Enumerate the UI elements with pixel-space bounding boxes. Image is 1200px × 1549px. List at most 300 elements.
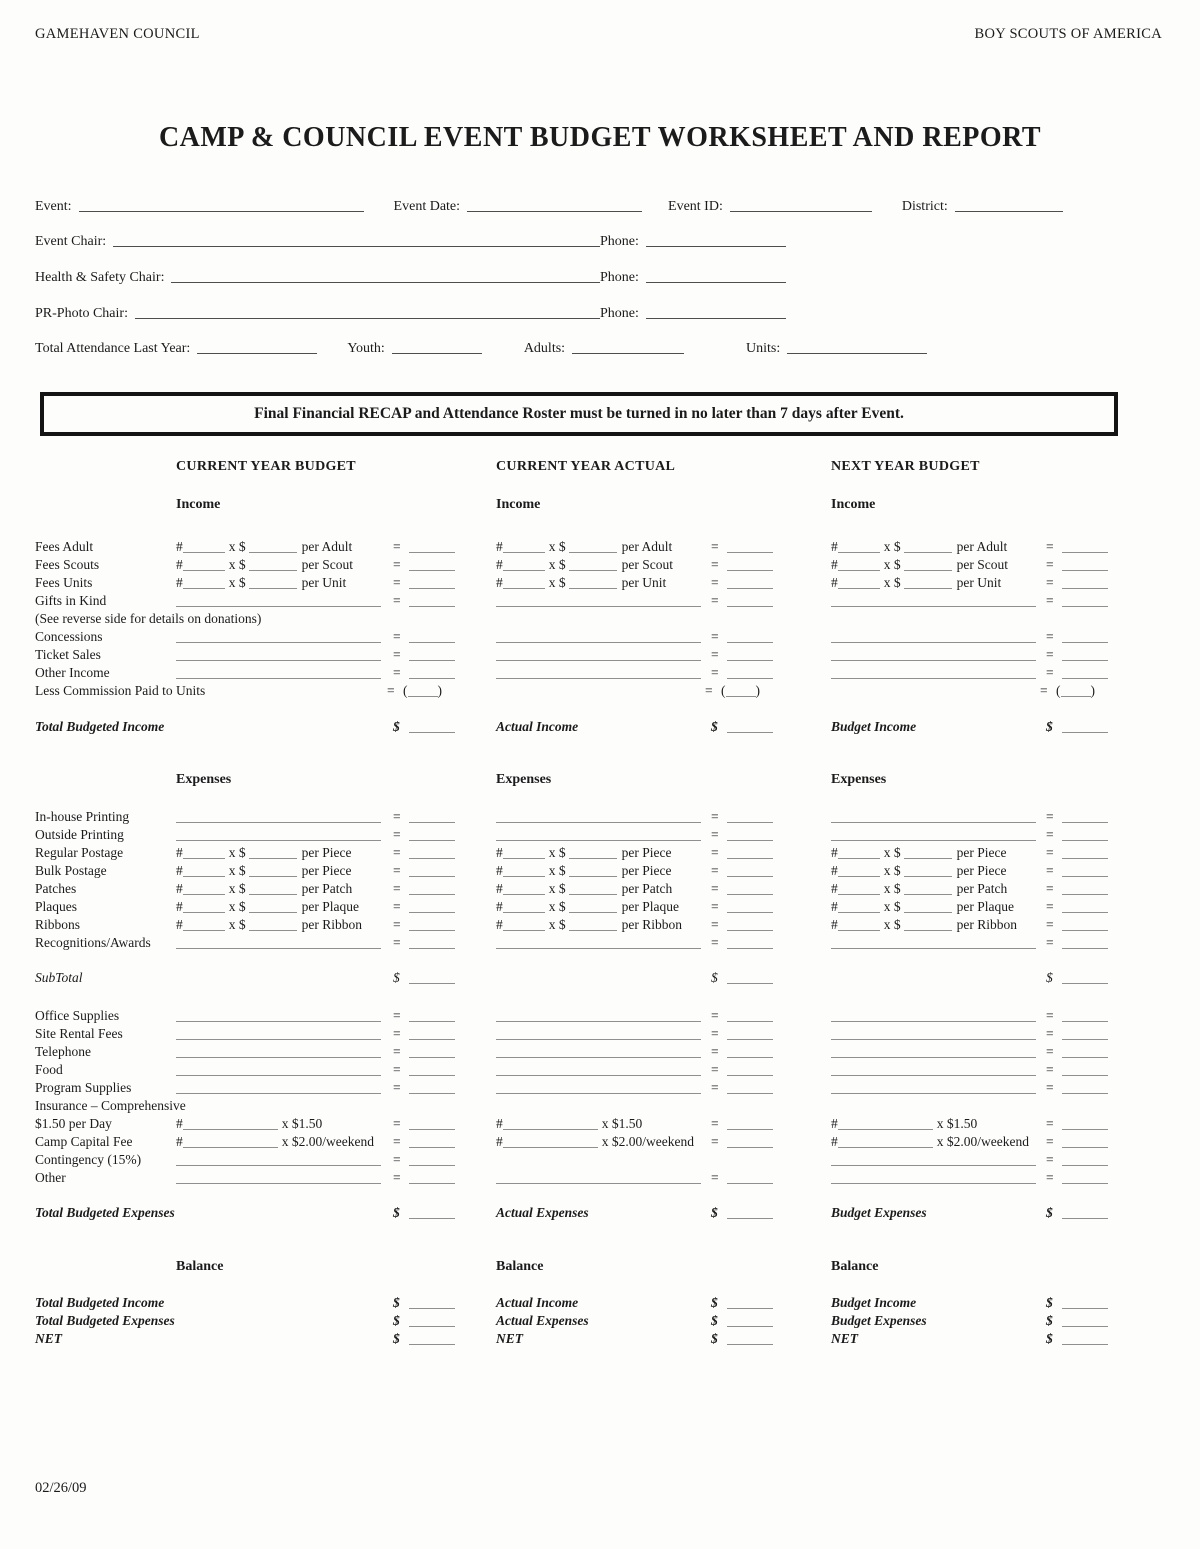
amount-field xyxy=(727,982,773,984)
budget-cell xyxy=(176,1312,496,1330)
budget-cell xyxy=(496,1079,831,1097)
equals-sign: = xyxy=(711,899,719,914)
blank-field xyxy=(831,839,1036,841)
blank-field xyxy=(176,821,381,823)
amount-field xyxy=(1062,929,1108,931)
equals-sign: = xyxy=(1046,1134,1054,1149)
dollar-sign: $ xyxy=(393,1295,400,1310)
event-chair-field xyxy=(113,245,600,247)
budget-cell xyxy=(496,664,831,682)
rate-label: x $1.50 xyxy=(601,1116,643,1131)
amount-field xyxy=(1062,731,1108,733)
column-header-current-budget: CURRENT YEAR BUDGET xyxy=(176,459,356,474)
amount-field xyxy=(409,857,455,859)
total-label: Budget Expenses xyxy=(831,1205,927,1220)
budget-cell xyxy=(496,592,831,610)
budget-cell xyxy=(496,1204,831,1222)
times-dollar-label: x $ xyxy=(228,917,246,932)
row-label: Outside Printing xyxy=(35,827,124,842)
budget-row xyxy=(35,1330,1160,1348)
row-label: Telephone xyxy=(35,1044,92,1059)
equals-sign: = xyxy=(1046,809,1054,824)
budget-row xyxy=(35,1204,1160,1222)
blank-field xyxy=(838,911,880,913)
blank-field xyxy=(904,857,952,859)
budget-cell xyxy=(496,556,831,574)
amount-field xyxy=(409,1164,455,1166)
equals-sign: = xyxy=(711,1026,719,1041)
dollar-sign: $ xyxy=(711,970,718,985)
unit-label: per Ribbon xyxy=(621,917,682,932)
blank-field xyxy=(831,677,1036,679)
number-sign: # xyxy=(496,845,503,860)
amount-field xyxy=(1062,1325,1108,1327)
budget-cell xyxy=(176,771,496,789)
dollar-sign: $ xyxy=(1046,1205,1053,1220)
row-label: Recognitions/Awards xyxy=(35,935,151,950)
amount-field xyxy=(409,1056,455,1058)
budget-row xyxy=(35,898,1160,916)
amount-field xyxy=(727,1343,773,1345)
amount-field xyxy=(1062,1343,1108,1345)
times-dollar-label: x $ xyxy=(228,863,246,878)
number-sign: # xyxy=(831,899,838,914)
budget-row xyxy=(35,808,1160,826)
total-label: Actual Expenses xyxy=(496,1205,589,1220)
amount-field xyxy=(727,1146,773,1148)
equals-sign: = xyxy=(705,683,713,698)
fee-formula xyxy=(831,574,1046,592)
blank-field xyxy=(183,893,225,895)
budget-row xyxy=(35,844,1160,862)
unit-label: per Piece xyxy=(621,863,672,878)
number-sign: # xyxy=(831,575,838,590)
budget-cell xyxy=(176,1043,496,1061)
row-label: Plaques xyxy=(35,899,77,914)
budget-row xyxy=(35,1258,1160,1276)
budget-cell xyxy=(831,1204,1160,1222)
amount-field xyxy=(1062,839,1108,841)
row-label: Less Commission Paid to Units xyxy=(35,683,206,698)
times-dollar-label: x $ xyxy=(228,899,246,914)
blank-field xyxy=(183,911,225,913)
blank-field xyxy=(249,569,297,571)
number-sign: # xyxy=(176,899,183,914)
equals-sign: = xyxy=(1046,575,1054,590)
unit-label: per Piece xyxy=(301,863,352,878)
budget-cell xyxy=(496,862,831,880)
budget-cell xyxy=(496,1115,831,1133)
equals-sign: = xyxy=(393,1044,401,1059)
fee-formula xyxy=(176,538,393,556)
budget-cell xyxy=(831,1169,1160,1187)
unit-label: per Adult xyxy=(301,539,353,554)
times-dollar-label: x $ xyxy=(548,575,566,590)
paren-open: ( xyxy=(403,683,408,698)
event-chair-row xyxy=(35,234,1160,250)
equals-sign: = xyxy=(711,1062,719,1077)
budget-cell xyxy=(176,556,496,574)
blank-field xyxy=(831,1074,1036,1076)
fee-formula xyxy=(831,556,1046,574)
equals-sign: = xyxy=(711,881,719,896)
number-sign: # xyxy=(831,863,838,878)
blank-field xyxy=(496,677,701,679)
row-label: Total Budgeted Expenses xyxy=(35,1205,175,1220)
description-area xyxy=(176,826,393,844)
phone-field xyxy=(646,245,786,247)
description-area xyxy=(176,1043,393,1061)
blank-field xyxy=(569,857,617,859)
equals-sign: = xyxy=(711,1134,719,1149)
fee-formula xyxy=(496,574,711,592)
fee-formula xyxy=(831,538,1046,556)
amount-field xyxy=(409,1146,455,1148)
description-area xyxy=(831,808,1046,826)
blank-field xyxy=(496,659,701,661)
equals-sign: = xyxy=(1046,1044,1054,1059)
number-sign: # xyxy=(176,917,183,932)
description-area xyxy=(496,934,711,952)
paren-close: ) xyxy=(437,683,442,698)
description-area xyxy=(176,1079,393,1097)
amount-field xyxy=(727,551,773,553)
event-chair-segment xyxy=(35,234,600,250)
number-sign: # xyxy=(831,917,838,932)
equals-sign: = xyxy=(711,557,719,572)
number-sign: # xyxy=(496,863,503,878)
description-area xyxy=(496,1043,711,1061)
budget-cell xyxy=(831,1312,1160,1330)
amount-field xyxy=(727,947,773,949)
unit-label: per Patch xyxy=(301,881,353,896)
description-area xyxy=(831,628,1046,646)
amount-field xyxy=(409,839,455,841)
equals-sign: = xyxy=(393,1062,401,1077)
equals-sign: = xyxy=(387,683,395,698)
times-dollar-label: x $ xyxy=(548,899,566,914)
amount-field xyxy=(409,1092,455,1094)
amount-field xyxy=(409,551,455,553)
dollar-sign: $ xyxy=(711,719,718,734)
blank-field xyxy=(176,1092,381,1094)
description-area xyxy=(496,826,711,844)
unit-label: per Scout xyxy=(956,557,1008,572)
unit-label: per Piece xyxy=(956,863,1007,878)
blank-field xyxy=(503,857,545,859)
organization-name: BOY SCOUTS OF AMERICA xyxy=(974,26,1162,42)
equals-sign: = xyxy=(1046,827,1054,842)
unit-label: per Piece xyxy=(301,845,352,860)
budget-row xyxy=(35,646,1160,664)
blank-field xyxy=(176,1020,381,1022)
units-label: Units: xyxy=(746,341,781,356)
budget-cell xyxy=(831,574,1160,592)
equals-sign: = xyxy=(1046,1116,1054,1131)
budget-cell xyxy=(176,1294,496,1312)
row-label: Total Budgeted Income xyxy=(35,719,165,734)
fee-formula xyxy=(831,880,1046,898)
row-label: Ticket Sales xyxy=(35,647,101,662)
note-text: (See reverse side for details on donations) xyxy=(35,611,262,626)
amount-field xyxy=(409,947,455,949)
times-dollar-label: x $ xyxy=(883,845,901,860)
blank-field xyxy=(496,947,701,949)
blank-field xyxy=(569,911,617,913)
amount-field xyxy=(727,1128,773,1130)
amount-field xyxy=(1062,1217,1108,1219)
blank-field xyxy=(503,929,545,931)
amount-field xyxy=(1062,1146,1108,1148)
budget-cell xyxy=(496,898,831,916)
budget-cell xyxy=(496,808,831,826)
row-label: In-house Printing xyxy=(35,809,130,824)
unit-label: per Scout xyxy=(621,557,673,572)
unit-label: per Unit xyxy=(301,575,347,590)
description-area xyxy=(831,1169,1046,1187)
budget-row xyxy=(35,1079,1160,1097)
amount-field xyxy=(727,821,773,823)
budget-row xyxy=(35,610,1160,628)
budget-cell xyxy=(176,808,496,826)
section-heading: Expenses xyxy=(176,772,232,787)
times-dollar-label: x $ xyxy=(228,575,246,590)
youth-field xyxy=(392,352,482,354)
paren-amount-field xyxy=(1056,682,1108,700)
budget-cell xyxy=(496,934,831,952)
budget-cell xyxy=(176,880,496,898)
budget-cell xyxy=(176,496,496,514)
budget-row xyxy=(35,826,1160,844)
paren-amount-field xyxy=(403,682,455,700)
times-dollar-label: x $ xyxy=(228,845,246,860)
budget-cell xyxy=(831,880,1160,898)
amount-field xyxy=(1062,605,1108,607)
budget-cell xyxy=(176,934,496,952)
description-area xyxy=(496,628,711,646)
times-dollar-label: x $ xyxy=(883,863,901,878)
amount-field xyxy=(727,677,773,679)
unit-label: per Piece xyxy=(621,845,672,860)
equals-sign: = xyxy=(393,809,401,824)
row-label: Concessions xyxy=(35,629,103,644)
equals-sign: = xyxy=(1046,1080,1054,1095)
budget-row xyxy=(35,1061,1160,1079)
fee-formula xyxy=(496,1133,711,1151)
dollar-sign: $ xyxy=(1046,1331,1053,1346)
amount-field xyxy=(1062,911,1108,913)
equals-sign: = xyxy=(1046,1026,1054,1041)
equals-sign: = xyxy=(393,557,401,572)
blank-field xyxy=(249,911,297,913)
amount-field xyxy=(1062,1128,1108,1130)
number-sign: # xyxy=(831,1116,838,1131)
blank-field xyxy=(503,551,545,553)
fee-formula xyxy=(176,916,393,934)
equals-sign: = xyxy=(1046,629,1054,644)
budget-row xyxy=(35,1169,1160,1187)
number-sign: # xyxy=(496,881,503,896)
blank-field xyxy=(496,1038,701,1040)
deadline-notice-box xyxy=(40,392,1118,436)
blank-field xyxy=(904,587,952,589)
fee-formula xyxy=(176,1133,393,1151)
total-attendance-label: Total Attendance Last Year: xyxy=(35,341,191,356)
section-heading: Expenses xyxy=(496,772,552,787)
row-label: Regular Postage xyxy=(35,845,124,860)
amount-field xyxy=(1062,569,1108,571)
budget-cell xyxy=(496,718,831,736)
amount-field xyxy=(727,659,773,661)
row-label: Office Supplies xyxy=(35,1008,120,1023)
amount-field xyxy=(1062,875,1108,877)
row-label: Program Supplies xyxy=(35,1080,132,1095)
equals-sign: = xyxy=(711,935,719,950)
row-label: Camp Capital Fee xyxy=(35,1134,133,1149)
fee-formula xyxy=(176,844,393,862)
description-area xyxy=(496,1025,711,1043)
number-sign: # xyxy=(831,557,838,572)
equals-sign: = xyxy=(393,575,401,590)
number-sign: # xyxy=(496,1134,503,1149)
equals-sign: = xyxy=(711,1008,719,1023)
description-area xyxy=(496,1169,711,1187)
blank-field xyxy=(1061,695,1091,697)
row-label: Contingency (15%) xyxy=(35,1152,142,1167)
budget-cell xyxy=(496,1133,831,1151)
budget-row xyxy=(35,916,1160,934)
equals-sign: = xyxy=(393,899,401,914)
equals-sign: = xyxy=(1046,899,1054,914)
times-dollar-label: x $ xyxy=(228,539,246,554)
fee-formula xyxy=(176,862,393,880)
equals-sign: = xyxy=(1046,917,1054,932)
fee-formula xyxy=(496,1115,711,1133)
amount-field xyxy=(1062,1038,1108,1040)
event-date-label: Event Date: xyxy=(393,199,461,214)
amount-field xyxy=(727,605,773,607)
dollar-sign: $ xyxy=(711,1295,718,1310)
description-area xyxy=(176,1151,393,1169)
amount-field xyxy=(409,1128,455,1130)
budget-row xyxy=(35,1151,1160,1169)
blank-field xyxy=(496,1056,701,1058)
units-field xyxy=(787,352,927,354)
row-label: Total Budgeted Income xyxy=(35,1295,165,1310)
unit-label: per Adult xyxy=(621,539,673,554)
amount-field xyxy=(409,1182,455,1184)
times-dollar-label: x $ xyxy=(548,539,566,554)
description-area xyxy=(496,1007,711,1025)
paren-amount-field xyxy=(721,682,773,700)
budget-cell xyxy=(176,1169,496,1187)
budget-cell xyxy=(176,1115,496,1133)
row-label: Total Budgeted Expenses xyxy=(35,1313,175,1328)
description-area xyxy=(831,1007,1046,1025)
amount-field xyxy=(727,929,773,931)
fee-formula xyxy=(176,1115,393,1133)
blank-field xyxy=(249,857,297,859)
row-label: Other xyxy=(35,1170,66,1185)
budget-row xyxy=(35,934,1160,952)
section-heading: Balance xyxy=(831,1259,879,1274)
amount-field xyxy=(1062,1056,1108,1058)
amount-field xyxy=(727,641,773,643)
blank-field xyxy=(183,587,225,589)
fee-formula xyxy=(831,844,1046,862)
dollar-sign: $ xyxy=(1046,719,1053,734)
budget-cell xyxy=(831,1025,1160,1043)
unit-label: per Plaque xyxy=(301,899,359,914)
pr-photo-chair-label: PR-Photo Chair: xyxy=(35,306,128,321)
unit-label: per Unit xyxy=(621,575,667,590)
number-sign: # xyxy=(831,1134,838,1149)
rate-label: x $1.50 xyxy=(281,1116,323,1131)
amount-field xyxy=(727,839,773,841)
budget-cell xyxy=(831,496,1160,514)
phone-label: Phone: xyxy=(600,270,639,285)
fee-formula xyxy=(831,1115,1046,1133)
description-area xyxy=(176,1025,393,1043)
row-label: Fees Units xyxy=(35,575,93,590)
budget-cell xyxy=(496,1043,831,1061)
section-heading: Balance xyxy=(496,1259,544,1274)
amount-field xyxy=(727,1056,773,1058)
blank-field xyxy=(503,587,545,589)
amount-field xyxy=(1062,821,1108,823)
total-label: Actual Expenses xyxy=(496,1313,589,1328)
budget-cell xyxy=(176,574,496,592)
dollar-sign: $ xyxy=(1046,1313,1053,1328)
budget-cell xyxy=(831,1258,1160,1276)
amount-field xyxy=(727,875,773,877)
equals-sign: = xyxy=(1046,593,1054,608)
pr-photo-segment xyxy=(35,306,600,322)
budget-cell xyxy=(496,574,831,592)
budget-cell xyxy=(496,771,831,789)
budget-cell xyxy=(176,1258,496,1276)
section-heading: Income xyxy=(496,497,541,512)
budget-row xyxy=(35,592,1160,610)
blank-field xyxy=(183,1128,278,1130)
amount-field xyxy=(727,731,773,733)
section-heading: Balance xyxy=(176,1259,224,1274)
dollar-sign: $ xyxy=(393,1205,400,1220)
budget-cell xyxy=(831,538,1160,556)
amount-field xyxy=(1062,1020,1108,1022)
blank-field xyxy=(408,695,438,697)
times-dollar-label: x $ xyxy=(883,917,901,932)
fee-formula xyxy=(176,556,393,574)
budget-cell xyxy=(831,826,1160,844)
blank-field xyxy=(183,857,225,859)
adults-field xyxy=(572,352,684,354)
equals-sign: = xyxy=(393,1026,401,1041)
row-label: Food xyxy=(35,1062,63,1077)
number-sign: # xyxy=(831,881,838,896)
budget-row xyxy=(35,556,1160,574)
blank-field xyxy=(838,551,880,553)
budget-row xyxy=(35,771,1160,789)
description-area xyxy=(831,934,1046,952)
equals-sign: = xyxy=(1040,683,1048,698)
description-area xyxy=(176,808,393,826)
description-area xyxy=(176,934,393,952)
amount-field xyxy=(1062,677,1108,679)
paren-open: ( xyxy=(721,683,726,698)
budget-cell xyxy=(831,771,1160,789)
amount-field xyxy=(409,605,455,607)
